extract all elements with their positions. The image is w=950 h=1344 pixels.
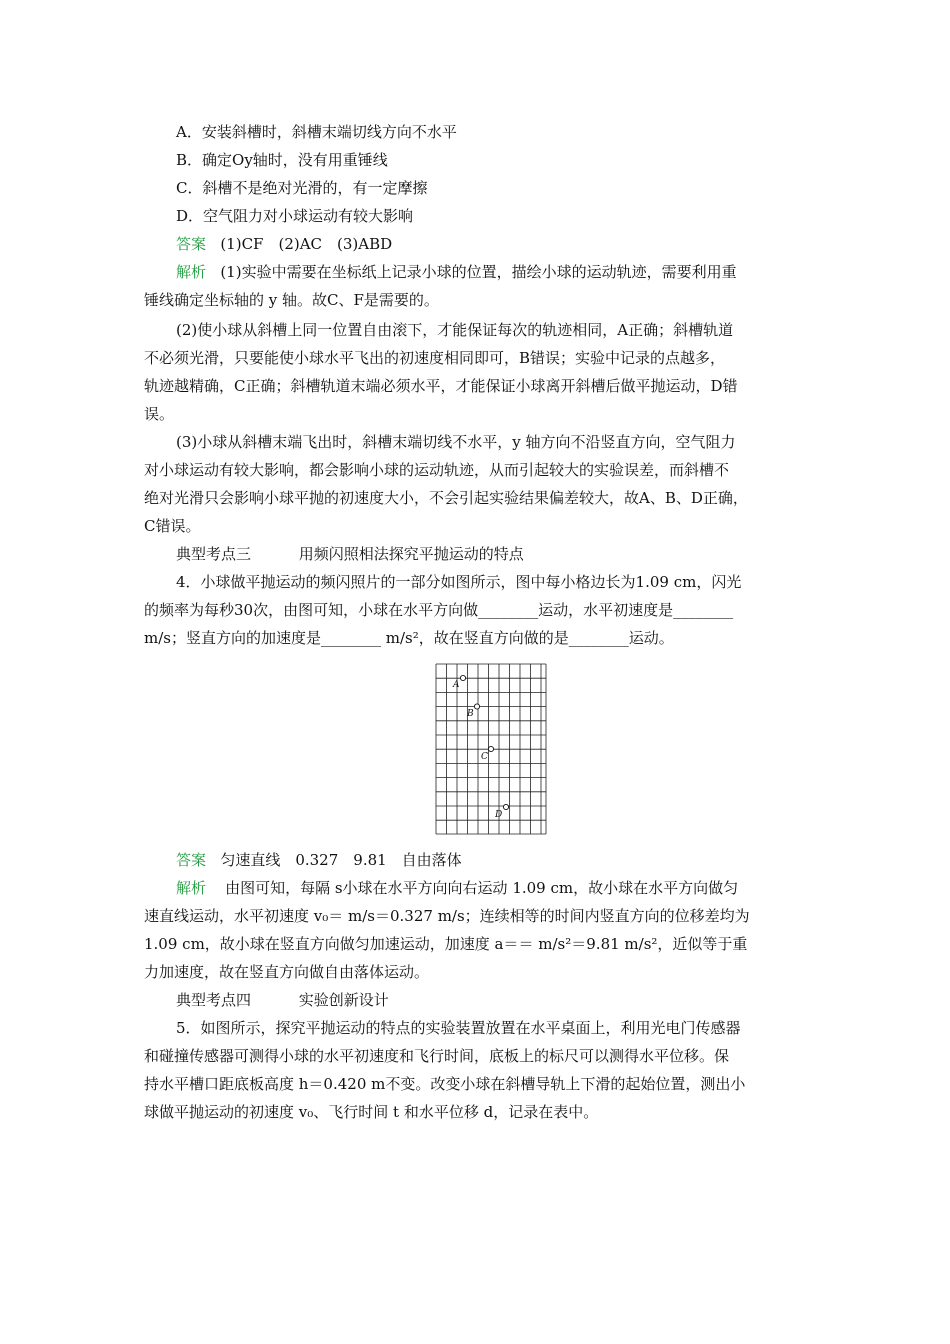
question-5-line-2: 和碰撞传感器可测得小球的水平初速度和飞行时间，底板上的标尺可以测得水平位移。保 — [144, 1047, 730, 1065]
analysis-4-line-1 — [176, 876, 738, 900]
section-4-heading — [176, 988, 389, 1012]
answer-label: 答案 — [176, 851, 207, 869]
point-d-label: D — [495, 810, 503, 820]
question-4-line-3: m/s；竖直方向的加速度是________ m/s²，故在竖直方向做的是________运动。 — [144, 629, 674, 647]
point-a-marker — [460, 675, 465, 680]
analysis-1-line-10: C错误。 — [144, 517, 201, 535]
answer-text: 匀速直线 0.327 9.81 自由落体 — [220, 851, 462, 869]
grid-figure — [432, 660, 550, 838]
answer-label: 答案 — [176, 235, 207, 253]
section-title: 用频闪照相法探究平抛运动的特点 — [298, 545, 524, 563]
option-a: A．安装斜槽时，斜槽末端切线方向不水平 — [176, 123, 457, 141]
question-5-line-1: 5．如图所示，探究平抛运动的特点的实验装置放置在水平桌面上，利用光电门传感器 — [176, 1019, 741, 1037]
question-5-line-4: 球做平抛运动的初速度 v₀、飞行时间 t 和水平位移 d，记录在表中。 — [144, 1103, 599, 1121]
section-3-heading — [176, 542, 524, 566]
analysis-text: (1)实验中需要在坐标纸上记录小球的位置，描绘小球的运动轨迹，需要利用重 — [220, 263, 737, 281]
answer-1 — [176, 232, 392, 256]
option-c: C．斜槽不是绝对光滑的，有一定摩擦 — [176, 179, 428, 197]
section-label: 典型考点四 — [176, 991, 252, 1009]
analysis-4-line-3: 1.09 cm，故小球在竖直方向做匀加速运动，加速度 a＝＝ m/s²＝9.81 m/s²，近似等于重 — [144, 935, 748, 953]
analysis-1-line-5: 轨迹越精确，C正确；斜槽轨道末端必须水平，才能保证小球离开斜槽后做平抛运动，D错 — [144, 377, 738, 395]
analysis-1-line-1 — [176, 260, 737, 284]
point-b-marker — [474, 704, 479, 709]
section-title: 实验创新设计 — [298, 991, 389, 1009]
point-a-label: A — [453, 680, 460, 690]
analysis-4-line-2: 速直线运动，水平初速度 v₀＝ m/s＝0.327 m/s；连续相等的时间内竖直方向的位移差均为 — [144, 907, 750, 925]
analysis-label: 解析 — [176, 879, 207, 897]
analysis-1-line-2: 锤线确定坐标轴的 y 轴。故C、F是需要的。 — [144, 291, 439, 309]
point-d-marker — [503, 804, 508, 809]
analysis-1-line-4: 不必须光滑，只要能使小球水平飞出的初速度相同即可，B错误；实验中记录的点越多， — [144, 349, 726, 367]
analysis-4-line-4: 力加速度，故在竖直方向做自由落体运动。 — [144, 963, 430, 981]
analysis-1-line-8: 对小球运动有较大影响，都会影响小球的运动轨迹，从而引起较大的实验误差，而斜槽不 — [144, 461, 730, 479]
answer-4 — [176, 848, 462, 872]
point-c-marker — [488, 746, 493, 751]
answer-text: (1)CF (2)AC (3)ABD — [220, 235, 393, 253]
option-d: D．空气阻力对小球运动有较大影响 — [176, 207, 414, 225]
analysis-1-line-7: (3)小球从斜槽末端飞出时，斜槽末端切线不水平，y 轴方向不沿竖直方向，空气阻力 — [176, 433, 736, 451]
analysis-text: 由图可知，每隔 s小球在水平方向向右运动 1.09 cm，故小球在水平方向做匀 — [225, 879, 739, 897]
question-4-line-2: 的频率为每秒30次，由图可知，小球在水平方向做________运动，水平初速度是________ — [144, 601, 734, 619]
point-c-label: C — [481, 752, 488, 762]
option-b: B．确定Oy轴时，没有用重锤线 — [176, 151, 388, 169]
analysis-label: 解析 — [176, 263, 207, 281]
section-label: 典型考点三 — [176, 545, 252, 563]
question-5-line-3: 持水平槽口距底板高度 h＝0.420 m不变。改变小球在斜槽导轨上下滑的起始位置，测出小 — [144, 1075, 746, 1093]
analysis-1-line-9: 绝对光滑只会影响小球平抛的初速度大小，不会引起实验结果偏差较大，故A、B、D正确， — [144, 489, 748, 507]
strobe-photo-figure — [432, 660, 550, 838]
point-b-label: B — [467, 709, 474, 719]
analysis-1-line-3: (2)使小球从斜槽上同一位置自由滚下，才能保证每次的轨迹相同，A正确；斜槽轨道 — [176, 321, 734, 339]
question-4-line-1: 4．小球做平抛运动的频闪照片的一部分如图所示，图中每小格边长为1.09 cm，闪光 — [176, 573, 742, 591]
analysis-1-line-6: 误。 — [144, 405, 175, 423]
